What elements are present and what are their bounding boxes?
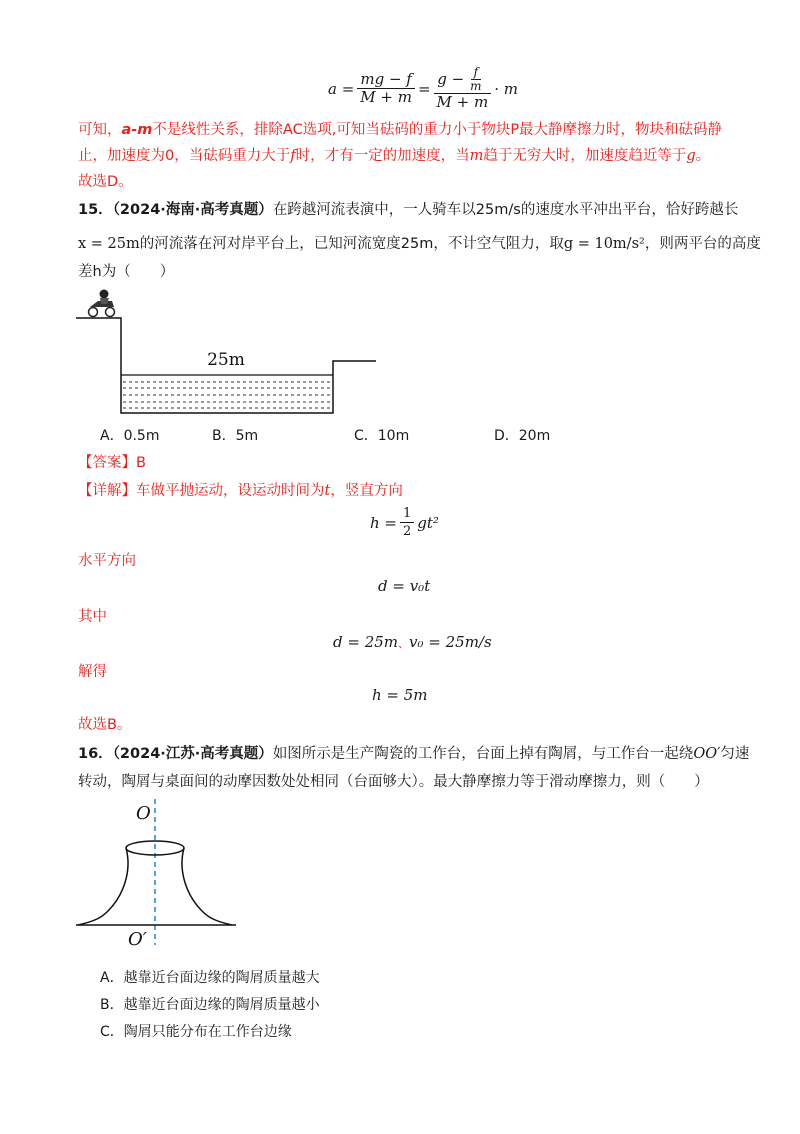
eq-given-d: d = 25m: [333, 633, 399, 651]
q15-option-c[interactable]: C．10m: [354, 428, 410, 444]
q15-label-horizontal: 水平方向: [78, 553, 136, 569]
eq-fraction-denominator: 2: [403, 524, 412, 539]
analysis-line-1: [78, 120, 722, 140]
q16-stem-text: 如图所示是生产陶瓷的工作台，台面上掉有陶屑，与工作台一起绕: [272, 746, 694, 762]
q15-number: 15．: [78, 202, 113, 218]
fraction-1-numerator: mg − f: [357, 71, 414, 89]
fraction-2-inner-denominator: m: [470, 79, 482, 93]
analysis-text: 趋于无穷大时，加速度趋近等于: [483, 148, 687, 164]
q15-x-expression: x = 25m: [78, 236, 140, 252]
fraction-2-inner: [467, 66, 484, 93]
analysis-text: 时，才有一定的加速度，当: [295, 148, 470, 164]
answer-value: B: [136, 455, 146, 471]
q15-option-d[interactable]: D．20m: [494, 428, 551, 444]
q15-choice: 故选B。: [78, 717, 132, 733]
q15-answer: [78, 453, 146, 473]
q15-label-solve: 解得: [78, 664, 107, 680]
q15-label-where: 其中: [78, 609, 107, 625]
fraction-1-denominator: M + m: [360, 88, 412, 106]
q16-axis-label: OO′: [693, 746, 721, 762]
q16-option-a[interactable]: A．越靠近台面边缘的陶屑质量越大: [100, 970, 320, 986]
formula-tail: · m: [494, 79, 518, 98]
river-width-label: 25m: [207, 350, 245, 370]
q15-stem-text: 在跨越河流表演中，一人骑车以25m/s的速度水平冲出平台，恰好跨越长: [272, 202, 739, 218]
analysis-choice: 故选D。: [78, 174, 133, 190]
q16-stem-line-1: [78, 744, 749, 764]
fraction-1: [357, 71, 415, 106]
q15-stem-line-2: [78, 234, 761, 254]
q16-source: （2024·江苏·高考真题）: [112, 746, 273, 762]
analysis-g: g: [686, 148, 696, 164]
q15-source: （2024·海南·高考真题）: [112, 202, 273, 218]
analysis-f: f: [290, 148, 296, 164]
q15-river-figure: [76, 287, 382, 417]
eq-lhs: h =: [370, 513, 397, 532]
q16-pottery-wheel-figure: [76, 795, 240, 955]
q16-stem-text: 匀速: [720, 746, 750, 762]
eq-fraction: [400, 505, 414, 540]
q16-stem-line-2: 转动，陶屑与桌面间的动摩因数处处相同（台面够大）。最大静摩擦力等于滑动摩擦力，则（ ）: [78, 774, 709, 790]
formula-top: [328, 66, 518, 111]
q15-eq-distance: d = v₀t: [378, 577, 431, 595]
detail-text: ，竖直方向: [330, 483, 403, 499]
eq-tail: gt²: [417, 513, 439, 532]
formula-equals: =: [417, 79, 431, 98]
fraction-2-numerator-text: g −: [437, 70, 465, 88]
axis-top-label: O: [136, 803, 151, 824]
q16-option-c[interactable]: C．陶屑只能分布在工作台边缘: [100, 1024, 292, 1040]
q15-stem-text: 的河流落在河对岸平台上，已知河流宽度25m，不计空气阻力，取: [139, 236, 564, 252]
q15-option-a[interactable]: A．0.5m: [100, 428, 160, 444]
q15-g-expression: g = 10m/s²: [563, 236, 645, 252]
detail-tag: 【详解】: [78, 483, 136, 499]
motorcycle-rider-icon: [89, 290, 115, 317]
q15-stem-line-1: [78, 200, 738, 220]
eq-given-v0: v₀ = 25m/s: [409, 633, 492, 651]
q15-eq-result: h = 5m: [372, 686, 428, 704]
stand-right-curve: [182, 848, 232, 925]
formula-lhs: a =: [328, 79, 355, 98]
q15-eq-height: [370, 505, 439, 540]
detail-text: 车做平抛运动，设运动时间为: [136, 483, 325, 499]
stand-left-curve: [78, 848, 128, 925]
analysis-text: 不是线性关系，排除AC选项,可知当砝码的重力小于物块P最大静摩擦力时，物块和砝码静: [152, 122, 723, 138]
fraction-2-numerator: [434, 66, 490, 94]
analysis-line-2: [78, 146, 710, 166]
axis-bottom-label: O′: [128, 929, 147, 950]
q15-detail: [78, 481, 403, 501]
analysis-text: 可知，: [78, 122, 122, 138]
fraction-2-inner-numerator: f: [471, 66, 481, 80]
q15-stem-text: ，则两平台的高度: [644, 236, 761, 252]
fraction-2-denominator: M + m: [436, 93, 489, 111]
analysis-m: m: [469, 148, 484, 164]
detail-t: t: [324, 483, 331, 499]
eq-separator: 、: [398, 637, 410, 650]
answer-tag: 【答案】: [78, 455, 136, 471]
eq-fraction-numerator: 1: [400, 505, 414, 523]
q15-option-b[interactable]: B．5m: [212, 428, 259, 444]
analysis-text: 止，加速度为0，当砝码重力大于: [78, 148, 291, 164]
analysis-text: 。: [695, 148, 711, 164]
fraction-2: [434, 66, 492, 111]
q15-stem-line-3: 差h为（ ）: [78, 264, 175, 280]
q16-number: 16．: [78, 746, 113, 762]
analysis-am: a-m: [121, 122, 153, 138]
q15-eq-given: [333, 633, 492, 651]
q16-option-b[interactable]: B．越靠近台面边缘的陶屑质量越小: [100, 997, 320, 1013]
